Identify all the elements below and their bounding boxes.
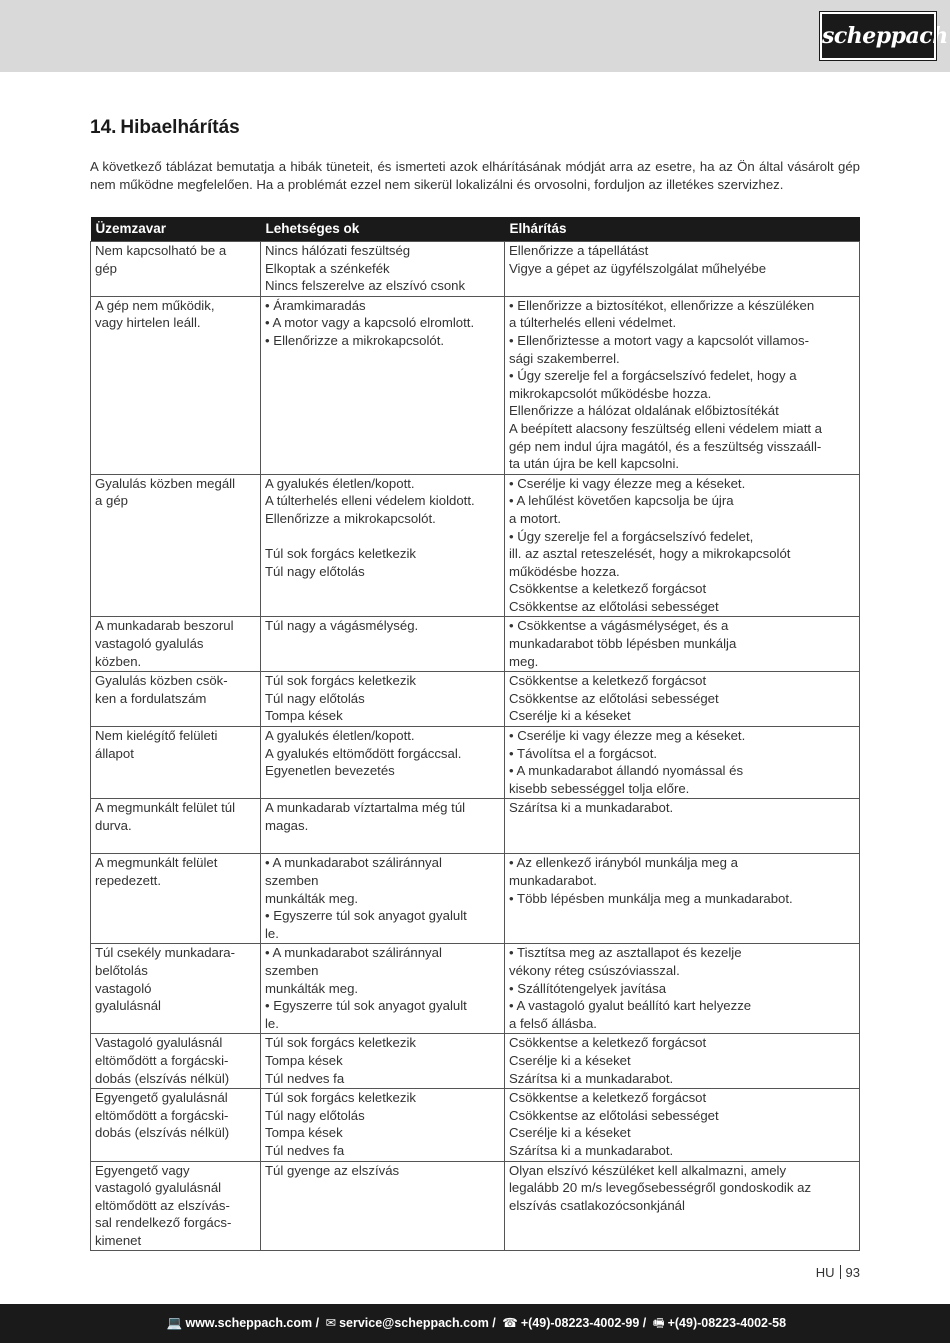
cause-cell-line: Túl sok forgács keletkezik <box>265 1035 416 1051</box>
fault-cell-line: ken a fordulatszám <box>95 690 207 706</box>
remedy-cell-line: munkadarabot több lépésben munkálja <box>509 636 737 652</box>
table-row <box>91 1034 860 1089</box>
cause-cell-line: • A munkadarabot száliránnyal <box>265 945 442 961</box>
cause-cell <box>261 944 505 1034</box>
remedy-cell-line: Cserélje ki a késeket <box>509 708 631 724</box>
scheppach-logo: scheppach <box>820 12 936 60</box>
remedy-cell-line: sági szakemberrel. <box>509 350 620 366</box>
cause-cell-line: Túl sok forgács keletkezik <box>265 1090 416 1106</box>
remedy-cell-line: Csökkentse az előtolási sebességet <box>509 598 719 614</box>
fault-cell-line: a gép <box>95 493 129 509</box>
remedy-cell-line: Csökkentse az előtolási sebességet <box>509 1107 719 1123</box>
cause-cell-line: A gyalukés életlen/kopott. <box>265 475 415 491</box>
remedy-cell-line: • A vastagoló gyalut beállító kart helyezze <box>509 998 752 1014</box>
remedy-cell-line: mikrokapcsolót működésbe hozza. <box>509 385 712 401</box>
cause-cell-line: Nincs felszerelve az elszívó csonk <box>265 278 466 294</box>
fault-cell <box>91 1034 261 1089</box>
computer-icon: 💻 <box>166 1316 183 1330</box>
fault-cell <box>91 727 261 799</box>
remedy-cell-line: a felső állásba. <box>509 1015 597 1031</box>
table-body <box>91 242 860 1251</box>
cause-cell <box>261 474 505 617</box>
remedy-cell-line: Csökkentse a keletkező forgácsot <box>509 1090 707 1106</box>
fault-cell <box>91 854 261 944</box>
email-text: service@scheppach.com / <box>339 1316 496 1330</box>
fault-cell-line: Egyengető vagy <box>95 1162 190 1178</box>
fault-cell-line: A gép nem működik, <box>95 297 215 313</box>
intro-paragraph: A következő táblázat bemutatja a hibák tüneteit, és ismerteti azok elhárításának módját arra az esetre, ha az Ön által vásárolt gép nem működne megfelelően. Ha a problémát ezzel nem sikerül lokalizálni és orvosolni, forduljon az illetékes szervizhez. <box>90 159 860 192</box>
fault-cell-line: Egyengető gyalulásnál <box>95 1090 228 1106</box>
fault-cell <box>91 672 261 727</box>
language-code: HU <box>815 1265 835 1280</box>
fault-cell-line: közben. <box>95 653 142 669</box>
remedy-cell-line: • Az ellenkező irányból munkálja meg a <box>509 855 738 871</box>
fax-text: +(49)-08223-4002-58 <box>667 1316 787 1330</box>
remedy-cell-line: Ellenőrizze a hálózat oldalának előbiztosítékát <box>509 403 779 419</box>
page-number: 93 <box>845 1265 860 1280</box>
remedy-cell <box>505 1161 860 1251</box>
fault-cell <box>91 1089 261 1161</box>
section-title: Hibaelhárítás <box>120 117 240 138</box>
fault-cell-line: vastagoló <box>95 980 152 996</box>
remedy-cell-line: a motort. <box>509 510 562 526</box>
fault-cell <box>91 617 261 672</box>
fault-cell-line: A megmunkált felület túl <box>95 800 236 816</box>
remedy-cell <box>505 474 860 617</box>
remedy-cell-line: • Cserélje ki vagy élezze meg a késeket. <box>509 475 746 491</box>
cause-cell-line: Túl gyenge az elszívás <box>265 1162 400 1178</box>
cause-cell-line: magas. <box>265 818 309 833</box>
fault-cell-line: Gyalulás közben megáll <box>95 475 236 491</box>
mail-icon: ✉ <box>325 1316 337 1330</box>
fault-cell-line: vastagoló gyalulásnál <box>95 1180 222 1196</box>
cause-cell-line: Tompa kések <box>265 1052 343 1068</box>
cause-cell-line: Túl nagy előtolás <box>265 1107 365 1123</box>
remedy-cell-line: • Ellenőriztesse a motort vagy a kapcsolót villamos- <box>509 332 809 348</box>
remedy-cell-line: Ellenőrizze a tápellátást <box>509 243 649 258</box>
fault-cell-line: állapot <box>95 745 134 761</box>
cause-cell-line: szemben <box>265 962 319 978</box>
remedy-cell-line: meg. <box>509 653 539 669</box>
remedy-cell <box>505 727 860 799</box>
cause-cell-line: le. <box>265 925 279 941</box>
cause-cell <box>261 799 505 854</box>
fault-cell-line: belőtolás <box>95 962 148 978</box>
cause-cell-line: szemben <box>265 873 319 888</box>
fault-cell-line: eltömődött a forgácski- <box>95 1107 229 1123</box>
cause-cell-line: Túl sok forgács keletkezik <box>265 673 416 689</box>
table-row <box>91 242 860 297</box>
fault-cell-line: eltömődött az elszívás- <box>95 1197 230 1213</box>
header-fault: Üzemzavar <box>91 217 261 242</box>
cause-cell-line: Túl nedves fa <box>265 1070 345 1086</box>
fault-cell-line: sal rendelkező forgács- <box>95 1215 232 1231</box>
fault-cell-line: kimenet <box>95 1232 142 1248</box>
remedy-cell-line: vékony réteg csúszóviasszal. <box>509 962 680 978</box>
fault-cell-line: Vastagoló gyalulásnál <box>95 1035 223 1051</box>
troubleshooting-table <box>90 217 860 1251</box>
fault-cell-line: Nem kielégítő felületi <box>95 728 218 744</box>
fault-cell-line: eltömődött a forgácski- <box>95 1052 229 1068</box>
remedy-cell-line: • Úgy szerelje fel a forgácselszívó fedelet, <box>509 528 754 544</box>
remedy-cell-line: elszívás csatlakozócsonkjánál <box>509 1197 685 1213</box>
table-row <box>91 617 860 672</box>
remedy-cell <box>505 1034 860 1089</box>
remedy-cell-line: • Ellenőrizze a biztosítékot, ellenőrizze a készüléken <box>509 297 815 313</box>
remedy-cell-line: ill. az asztal reteszelését, hogy a mikrokapcsolót <box>509 546 791 562</box>
remedy-cell-line: • Csökkentse a vágásmélységet, és a <box>509 618 729 634</box>
cause-cell <box>261 1034 505 1089</box>
section-number: 14. <box>90 117 117 138</box>
remedy-cell-line: • A lehűlést követően kapcsolja be újra <box>509 493 734 509</box>
fault-cell-line: A munkadarab beszorul <box>95 618 234 634</box>
cause-cell-line: A gyalukés életlen/kopott. <box>265 728 415 744</box>
cause-cell-line: Tompa kések <box>265 708 343 724</box>
cause-cell-line: Túl nedves fa <box>265 1142 345 1158</box>
remedy-cell-line: kisebb sebességgel tolja előre. <box>509 780 690 796</box>
fault-cell-line: vagy hirtelen leáll. <box>95 315 201 331</box>
fault-cell-line: Túl csekély munkadara- <box>95 945 235 961</box>
remedy-cell-line: működésbe hozza. <box>509 563 620 579</box>
fault-cell-line: vastagoló gyalulás <box>95 636 204 652</box>
fault-cell-line: A megmunkált felület <box>95 855 218 871</box>
header-cause: Lehetséges ok <box>261 217 505 242</box>
fault-cell <box>91 1161 261 1251</box>
table-header-row <box>91 217 860 242</box>
cause-cell-line: • Egyszerre túl sok anyagot gyalult <box>265 998 467 1014</box>
remedy-cell-line: • Több lépésben munkálja meg a munkadarabot. <box>509 890 793 906</box>
fault-cell-line: durva. <box>95 818 132 833</box>
fault-cell <box>91 944 261 1034</box>
table-row <box>91 672 860 727</box>
cause-cell-line: munkálták meg. <box>265 980 359 996</box>
remedy-cell-line: Cserélje ki a késeket <box>509 1125 631 1141</box>
fault-cell <box>91 242 261 297</box>
cause-cell-line: A munkadarab víztartalma még túl <box>265 800 466 816</box>
divider <box>840 1265 841 1279</box>
remedy-cell-line: Vigye a gépet az ügyfélszolgálat műhelyébe <box>509 260 767 276</box>
cause-cell <box>261 242 505 297</box>
section-heading <box>90 117 240 139</box>
remedy-cell-line: Olyan elszívó készüléket kell alkalmazni, amely <box>509 1162 787 1178</box>
remedy-cell-line: • A munkadarabot állandó nyomással és <box>509 763 744 779</box>
remedy-cell <box>505 854 860 944</box>
remedy-cell-line: A beépített alacsony feszültség elleni védelem miatt a <box>509 420 823 436</box>
fault-cell-line: Gyalulás közben csök- <box>95 673 228 689</box>
fault-cell-line: Nem kapcsolható be a <box>95 243 227 258</box>
remedy-cell <box>505 617 860 672</box>
cause-cell <box>261 672 505 727</box>
fault-cell <box>91 296 261 474</box>
cause-cell-line: le. <box>265 1015 279 1031</box>
remedy-cell-line: • Cserélje ki vagy élezze meg a késeket. <box>509 728 746 744</box>
remedy-cell-line: Szárítsa ki a munkadarabot. <box>509 800 674 816</box>
fault-cell <box>91 474 261 617</box>
cause-cell <box>261 296 505 474</box>
remedy-cell-line: gép nem indul újra magától, és a feszültség visszaáll- <box>509 438 822 454</box>
table-row <box>91 296 860 474</box>
cause-cell <box>261 854 505 944</box>
table-row <box>91 799 860 854</box>
cause-cell-line: A gyalukés eltömődött forgáccsal. <box>265 745 462 761</box>
fault-cell-line: gyalulásnál <box>95 998 161 1014</box>
cause-cell-line: Egyenetlen bevezetés <box>265 763 395 779</box>
cause-cell-line: Túl nagy a vágásmélység. <box>265 618 419 634</box>
remedy-cell <box>505 1089 860 1161</box>
remedy-cell-line: • Szállítótengelyek javítása <box>509 980 667 996</box>
remedy-cell-line: Szárítsa ki a munkadarabot. <box>509 1070 674 1086</box>
remedy-cell-line: ta után újra be kell kapcsolni. <box>509 456 680 472</box>
remedy-cell-line: Csökkentse az előtolási sebességet <box>509 690 719 706</box>
fault-cell-line: gép <box>95 260 118 276</box>
cause-cell-line: • Ellenőrizze a mikrokapcsolót. <box>265 332 445 348</box>
cause-cell-line: Túl sok forgács keletkezik <box>265 546 416 562</box>
fault-cell-line: dobás (elszívás nélkül) <box>95 1125 230 1141</box>
cause-cell <box>261 727 505 799</box>
remedy-cell <box>505 672 860 727</box>
cause-cell-line: Ellenőrizze a mikrokapcsolót. <box>265 510 436 526</box>
remedy-cell <box>505 799 860 854</box>
contact-footer <box>0 1304 950 1343</box>
header-bar <box>0 0 950 72</box>
cause-cell <box>261 1089 505 1161</box>
phone-text: +(49)-08223-4002-99 / <box>520 1316 647 1330</box>
remedy-cell <box>505 296 860 474</box>
website-text: www.scheppach.com / <box>185 1316 320 1330</box>
cause-cell <box>261 617 505 672</box>
cause-cell-line: Nincs hálózati feszültség <box>265 243 411 258</box>
cause-cell-line: • Egyszerre túl sok anyagot gyalult <box>265 908 467 924</box>
cause-cell-line: Túl nagy előtolás <box>265 690 365 706</box>
page-indicator <box>816 1265 860 1280</box>
remedy-cell <box>505 242 860 297</box>
cause-cell-line: Tompa kések <box>265 1125 343 1141</box>
table-row <box>91 854 860 944</box>
remedy-cell-line: • Úgy szerelje fel a forgácselszívó fedelet, hogy a <box>509 368 797 384</box>
remedy-cell-line: legalább 20 m/s levegősebességről gondoskodik az <box>509 1180 812 1196</box>
remedy-cell-line: Szárítsa ki a munkadarabot. <box>509 1142 674 1158</box>
remedy-cell-line: Csökkentse a keletkező forgácsot <box>509 1035 707 1051</box>
remedy-cell-line: munkadarabot. <box>509 873 597 888</box>
header-remedy: Elhárítás <box>505 217 860 242</box>
fault-cell <box>91 799 261 854</box>
cause-cell-line: A túlterhelés elleni védelem kioldott. <box>265 493 475 509</box>
remedy-cell-line: • Távolítsa el a forgácsot. <box>509 745 658 761</box>
fault-cell-line: repedezett. <box>95 873 161 888</box>
cause-cell-line: • A munkadarabot száliránnyal <box>265 855 442 871</box>
cause-cell-line: Elkoptak a szénkefék <box>265 260 390 276</box>
fax-icon: 🖷 <box>652 1316 665 1330</box>
remedy-cell-line: Csökkentse a keletkező forgácsot <box>509 673 707 689</box>
cause-cell <box>261 1161 505 1251</box>
cause-cell-line: • Áramkimaradás <box>265 297 366 313</box>
table-row <box>91 727 860 799</box>
remedy-cell-line: Cserélje ki a késeket <box>509 1052 631 1068</box>
table-row <box>91 944 860 1034</box>
table-row <box>91 474 860 617</box>
remedy-cell-line: Csökkentse a keletkező forgácsot <box>509 581 707 597</box>
remedy-cell-line: • Tisztítsa meg az asztallapot és kezelje <box>509 945 742 961</box>
table-row <box>91 1089 860 1161</box>
cause-cell-line: Túl nagy előtolás <box>265 563 365 579</box>
cause-cell-line: • A motor vagy a kapcsoló elromlott. <box>265 315 475 331</box>
remedy-cell <box>505 944 860 1034</box>
table-row <box>91 1161 860 1251</box>
cause-cell-line <box>265 528 500 546</box>
fault-cell-line: dobás (elszívás nélkül) <box>95 1070 230 1086</box>
phone-icon: ☎ <box>502 1316 518 1330</box>
cause-cell-line: munkálták meg. <box>265 890 359 906</box>
remedy-cell-line: a túlterhelés elleni védelmet. <box>509 315 677 331</box>
